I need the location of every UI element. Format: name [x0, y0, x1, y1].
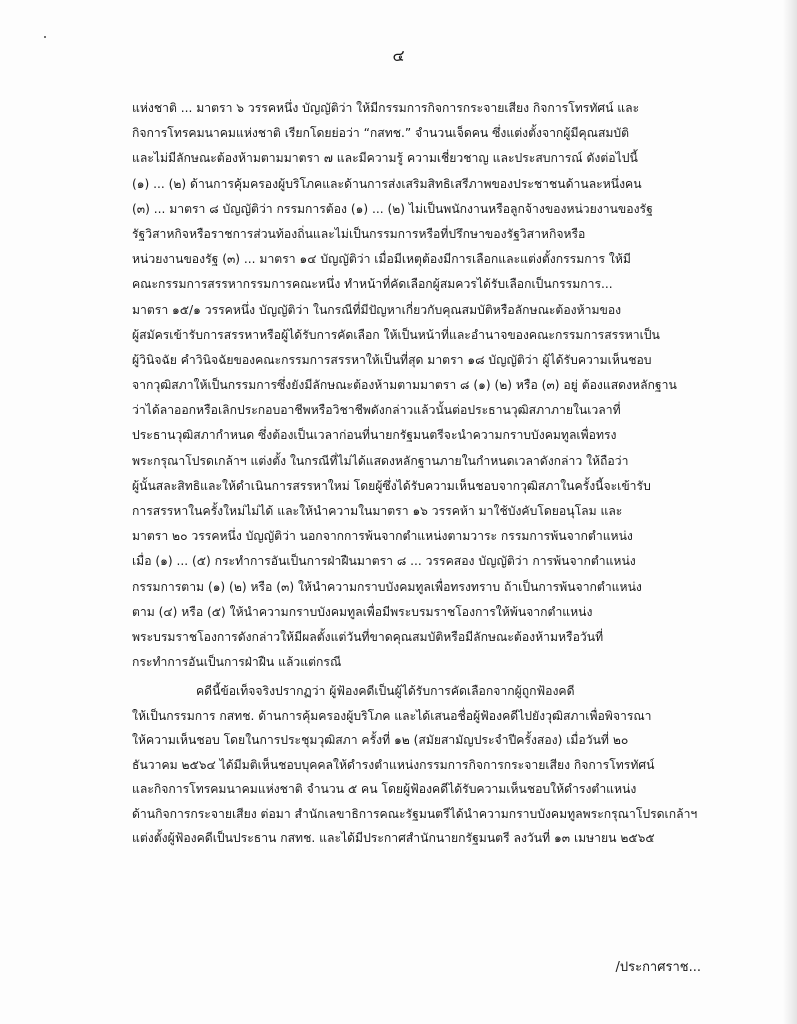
paragraph-facts — [132, 679, 732, 851]
text-line: ธันวาคม ๒๕๖๔ ได้มีมติเห็นชอบบุคคลให้ดำรงตำแหน่งกรรมการกิจการกระจายเสียง กิจการโทรทัศน์ — [132, 757, 655, 772]
text-line: พระบรมราชโองการดังกล่าวให้มีผลตั้งแต่วันที่ขาดคุณสมบัติหรือมีลักษณะต้องห้ามหรือวันที่ — [132, 629, 604, 644]
page-number: ๔ — [392, 46, 405, 65]
text-line: พระกรุณาโปรดเกล้าฯ แต่งตั้ง ในกรณีที่ไม่ได้แสดงหลักฐานภายในกำหนดเวลาดังกล่าว ให้ถือว่า — [132, 453, 629, 468]
text-line: ประธานวุฒิสภากำหนด ซึ่งต้องเป็นเวลาก่อนที่นายกรัฐมนตรีจะนำความกราบบังคมทูลเพื่อทรง — [132, 428, 617, 443]
text-line: การสรรหาในครั้งใหม่ไม่ได้ และให้นำความในมาตรา ๑๖ วรรคห้า มาใช้บังคับโดยอนุโลม และ — [132, 504, 623, 518]
text-line: (๑) ... (๒) ด้านการคุ้มครองผู้บริโภคและด้านการส่งเสริมสิทธิเสรีภาพของประชาชนด้านละหนึ่งคน — [132, 176, 642, 191]
text-line: เมื่อ (๑) ... (๕) กระทำการอันเป็นการฝ่าฝืนมาตรา ๘ ... วรรคสอง บัญญัติว่า การพ้นจากตำแหน่ง — [132, 554, 636, 569]
text-line: มาตรา ๒๐ วรรคหนึ่ง บัญญัติว่า นอกจากการพ้นจากตำแหน่งตามวาระ กรรมการพ้นจากตำแหน่ง — [132, 529, 633, 544]
text-line: และไม่มีลักษณะต้องห้ามตามมาตรา ๗ และมีความรู้ ความเชี่ยวชาญ และประสบการณ์ ดังต่อไปนี้ — [132, 151, 638, 166]
text-line: ผู้สมัครเข้ารับการสรรหาหรือผู้ได้รับการคัดเลือก ให้เป็นหน้าที่และอำนาจของคณะกรรมการสรรหาเป็น — [132, 327, 660, 342]
text-line: กระทำการอันเป็นการฝ่าฝืน แล้วแต่กรณี — [132, 655, 342, 670]
text-line: รัฐวิสาหกิจหรือราชการส่วนท้องถิ่นและไม่เป็นกรรมการหรือที่ปรึกษาของรัฐวิสาหกิจหรือ — [132, 226, 586, 241]
text-line: หน่วยงานของรัฐ (๓) ... มาตรา ๑๔ บัญญัติว่า เมื่อมีเหตุต้องมีการเลือกและแต่งตั้งกรรมการ ให้มี — [132, 252, 631, 267]
text-line: จากวุฒิสภาให้เป็นกรรมการซึ่งยังมีลักษณะต้องห้ามตามมาตรา ๘ (๑) (๒) หรือ (๓) อยู่ ต้องแสดงหลักฐาน — [132, 378, 677, 393]
text-line: คณะกรรมการสรรหากรรมการคณะหนึ่ง ทำหน้าที่คัดเลือกผู้สมควรได้รับเลือกเป็นกรรมการ... — [132, 277, 613, 292]
text-line: ว่าได้ลาออกหรือเลิกประกอบอาชีพหรือวิชาชีพดังกล่าวแล้วนั้นต่อประธานวุฒิสภาภายในเวลาที่ — [132, 403, 621, 418]
scan-speck — [44, 36, 46, 38]
text-line: ผู้นั้นสละสิทธิและให้ดำเนินการสรรหาใหม่ โดยผู้ซึ่งได้รับความเห็นชอบจากวุฒิสภาในครั้งนี้จะเข้ารับ — [132, 478, 651, 493]
page-edge-shadow — [783, 0, 797, 1024]
text-line: และกิจการโทรคมนาคมแห่งชาติ จำนวน ๕ คน โดยผู้ฟ้องคดีได้รับความเห็นชอบให้ดำรงตำแหน่ง — [132, 782, 637, 797]
text-line: ให้เป็นกรรมการ กสทช. ด้านการคุ้มครองผู้บริโภค และได้เสนอชื่อผู้ฟ้องคดีไปยังวุฒิสภาเพื่อพิจารณา — [132, 708, 652, 723]
text-line: ให้ความเห็นชอบ โดยในการประชุมวุฒิสภา ครั้งที่ ๑๒ (สมัยสามัญประจำปีครั้งสอง) เมื่อวันที่ ๒๐ — [132, 733, 629, 748]
continuation-marker: /ประกาศราช... — [615, 960, 701, 975]
text-line: แห่งชาติ ... มาตรา ๖ วรรคหนึ่ง บัญญัติว่า ให้มีกรรมการกิจการกระจายเสียง กิจการโทรทัศน์ และ — [132, 101, 640, 115]
text-line: กิจการโทรคมนาคมแห่งชาติ เรียกโดยย่อว่า “กสทช.” จำนวนเจ็ดคน ซึ่งแต่งตั้งจากผู้มีคุณสมบัติ — [132, 126, 630, 141]
paragraph-statutes — [132, 96, 732, 675]
text-line: กรรมการตาม (๑) (๒) หรือ (๓) ให้นำความกราบบังคมทูลเพื่อทรงทราบ ถ้าเป็นการพ้นจากตำแหน่ง — [132, 579, 642, 594]
text-line: ด้านกิจการกระจายเสียง ต่อมา สำนักเลขาธิการคณะรัฐมนตรีได้นำความกราบบังคมทูลพระกรุณาโปรดเกล้าฯ — [132, 806, 698, 821]
text-line: (๓) ... มาตรา ๘ บัญญัติว่า กรรมการต้อง (๑) ... (๒) ไม่เป็นพนักงานหรือลูกจ้างของหน่วยงานของรัฐ — [132, 201, 653, 216]
text-line: ผู้วินิจฉัย คำวินิจฉัยของคณะกรรมการสรรหาให้เป็นที่สุด มาตรา ๑๘ บัญญัติว่า ผู้ได้รับความเห็นชอบ — [132, 352, 652, 367]
text-line: ตาม (๔) หรือ (๕) ให้นำความกราบบังคมทูลเพื่อมีพระบรมราชโองการให้พ้นจากตำแหน่ง — [132, 604, 593, 619]
text-line: คดีนี้ข้อเท็จจริงปรากฏว่า ผู้ฟ้องคดีเป็นผู้ได้รับการคัดเลือกจากผู้ถูกฟ้องคดี — [196, 684, 575, 699]
text-line: แต่งตั้งผู้ฟ้องคดีเป็นประธาน กสทช. และได้มีประกาศสำนักนายกรัฐมนตรี ลงวันที่ ๑๓ เมษายน ๒๕๖๕ — [132, 831, 655, 846]
body-text — [132, 96, 732, 851]
text-line: มาตรา ๑๕/๑ วรรคหนึ่ง บัญญัติว่า ในกรณีที่มีปัญหาเกี่ยวกับคุณสมบัติหรือลักษณะต้องห้ามของ — [132, 302, 622, 317]
